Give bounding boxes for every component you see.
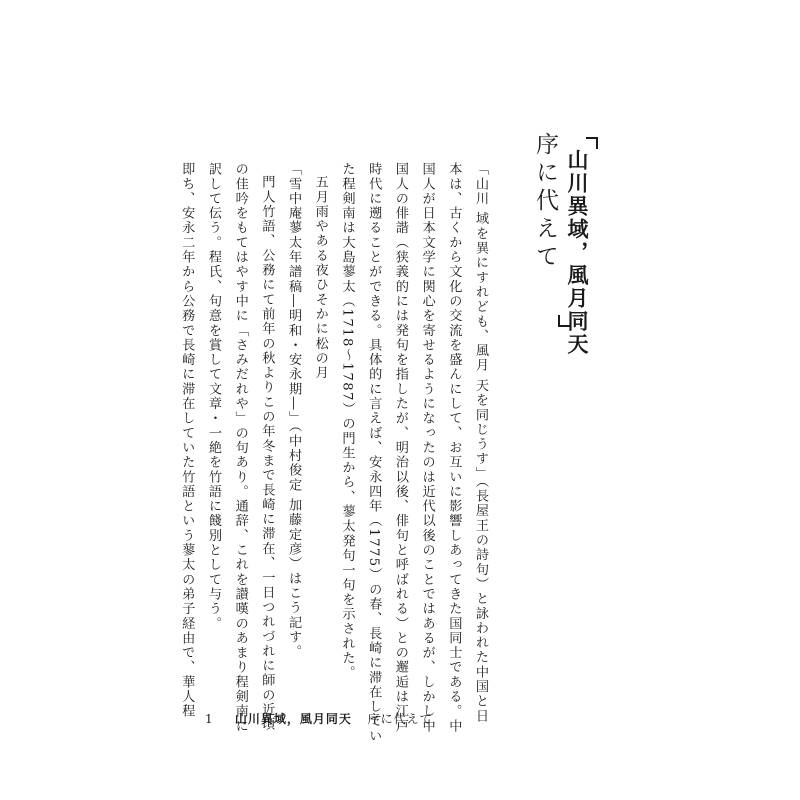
body-line: た程剣南は大島蓼太（1718～1787）の門生から、蓼太発句一句を示された。 bbox=[339, 162, 355, 681]
quote-line: 門人竹語、公務にて前年の秋よりこの年冬まで長崎に滞在、一日つれづれに師の近頃 bbox=[259, 175, 275, 732]
running-footer bbox=[205, 711, 433, 727]
quote-line: 訳して伝う。程氏、句意を賞して文章・一絶を竹語に餞別として与う。 bbox=[205, 162, 221, 631]
body-line: 「雪中庵蓼太年譜稿―明和・安永期―」（中村俊定 加藤定彦）はこう記す。 bbox=[286, 162, 302, 660]
body-line: 国人の俳諧（狭義的には発句を指したが、明治以後、俳句と呼ばれる）との邂逅は江戸 bbox=[392, 162, 408, 734]
body-line: 時代に遡ることができる。具体的に言えば、安永四年（1775）の春、長崎に滞在してい bbox=[366, 162, 382, 744]
footer-section-title: 序に代えて bbox=[367, 712, 433, 726]
close-bracket-mark bbox=[558, 315, 570, 327]
chapter-title: 山川異域，風月同天 bbox=[565, 149, 589, 356]
haiku-line: 五月雨やある夜ひそかに松の月 bbox=[312, 175, 328, 381]
page-number: 1 bbox=[205, 712, 213, 726]
quote-line: の佳吟をもてはやす中に「さみだれや」の句あり。通辞、これを讃嘆のあまり程剣南に bbox=[232, 162, 248, 734]
body-line: 本は、古くから文化の交流を盛んにして、お互いに影響しあってきた国同士である。中 bbox=[446, 162, 462, 734]
chapter-title-frame bbox=[558, 137, 598, 356]
open-bracket-mark bbox=[586, 137, 598, 149]
footer-chapter-title: 山川異域，風月同天 bbox=[234, 712, 352, 726]
body-line: 国人が日本文学に関心を寄せるようになったのは近代以後のことではあるが、しかし中 bbox=[419, 162, 435, 734]
body-line: 「山川 域を異にすれども、風月 天を同じうす」（長屋王の詩句）と詠われた中国と日 bbox=[473, 162, 488, 724]
chapter-subtitle: 序に代えて bbox=[532, 132, 558, 272]
body-line: 即ち、安永二年から公務で長崎に滞在していた竹語という蓼太の弟子経由で、華人程 bbox=[179, 162, 195, 719]
